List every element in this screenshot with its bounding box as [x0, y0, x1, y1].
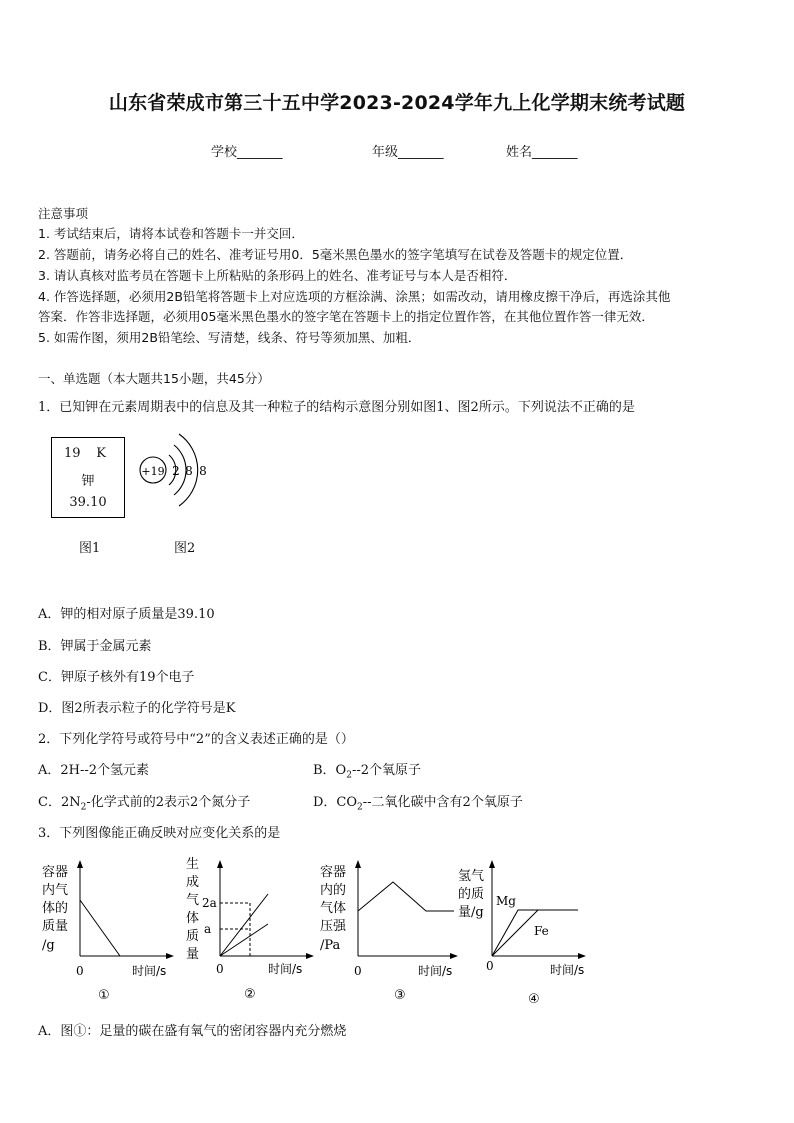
y-axis-label: 体: [186, 911, 200, 926]
question-1-stem: 1．已知钾在元素周期表中的信息及其一种粒子的结构示意图分别如图1、图2所示。下列说法不正确的是: [38, 400, 635, 415]
y-axis-label: 质: [186, 929, 200, 944]
y-axis-label: 量: [186, 947, 200, 962]
y-axis-label: /Pa: [320, 938, 341, 953]
y-axis-label: 气体: [320, 901, 347, 916]
notice-item: 答案．作答非选择题，必须用05毫米黑色墨水的签字笔在答题卡上的指定位置作答，在其他位置作答一律无效．: [38, 309, 654, 324]
tick-label-a: a: [204, 922, 212, 936]
option-c: C．钾原子核外有19个电子: [38, 670, 195, 685]
section-heading: 一、单选题（本大题共15小题，共45分）: [38, 371, 270, 386]
notice-item: 2. 答题前，请务必将自己的姓名、准考证号用0．5毫米黑色墨水的签字笔填写在试卷及答题卡的规定位置．: [38, 247, 633, 262]
data-line: [358, 882, 454, 911]
notice-item: 3. 请认真核对监考员在答题卡上所粘贴的条形码上的姓名、准考证号与本人是否相符．: [38, 268, 517, 283]
notice-heading: 注意事项: [38, 206, 89, 221]
option-d: D．图2所表示粒子的化学符号是K: [38, 701, 236, 716]
y-axis-label: 容器: [42, 865, 69, 880]
option-a: A．图①：足量的碳在盛有氧气的密闭容器内充分燃烧: [38, 1024, 347, 1039]
atom-structure-diagram: [136, 420, 226, 530]
mg-label: Mg: [496, 894, 516, 908]
notice-item: 5. 如需作图，须用2B铅笔绘、写清楚，线条、符号等须加黑、加粗．: [38, 330, 421, 345]
shell-electrons: 8: [199, 464, 207, 478]
y-axis-label: 内的: [320, 883, 347, 898]
y-axis-label: 容器: [320, 865, 347, 880]
origin-label: 0: [354, 964, 362, 978]
y-axis-label: 气: [186, 893, 200, 908]
graph-2: [180, 852, 320, 1008]
graph-3: [318, 858, 466, 1008]
page-title: 山东省荣成市第三十五中学2023-2024学年九上化学期末统考试题: [108, 92, 686, 114]
figure-1-label: 图1: [79, 541, 101, 556]
nucleus-charge: +19: [141, 465, 165, 478]
origin-label: 0: [486, 959, 494, 973]
name-field: 姓名_______: [506, 145, 578, 160]
x-axis-label: 时间/s: [418, 964, 453, 978]
option-b: B．$O_2--2$个氧原子: [313, 763, 422, 781]
graph-4: [456, 858, 596, 1008]
fe-label: Fe: [534, 924, 549, 938]
graph-1: [40, 858, 180, 1008]
option-d: D．$CO_2--$二氧化碳中含有2个氧原子: [313, 795, 523, 813]
notice-item: 1. 考试结束后，请将本试卷和答题卡一并交回．: [38, 226, 304, 241]
y-axis-label: 质量: [42, 919, 69, 934]
origin-label: 0: [76, 964, 84, 978]
figure-2-label: 图2: [174, 541, 196, 556]
tick-label-2a: 2a: [202, 896, 217, 910]
y-axis-label: 生: [186, 857, 200, 872]
origin-label: 0: [216, 962, 224, 976]
notice-item: 4. 作答选择题，必须用2B铅笔将答题卡上对应选项的方框涂满、涂黑；如需改动，请用橡皮擦干净后，再选涂其他: [38, 289, 671, 304]
question-3-stem: 3．下列图像能正确反映对应变化关系的是: [38, 826, 281, 841]
option-a: A．钾的相对原子质量是39.10: [38, 607, 215, 622]
school-field: 学校_______: [211, 145, 283, 160]
option-a: A．2H--2个氢元素: [38, 763, 150, 778]
atomic-number: 19: [64, 446, 81, 461]
graph-number: ③: [394, 988, 406, 1003]
y-axis-label: 内气: [42, 883, 69, 898]
graph-number: ④: [528, 992, 540, 1007]
x-axis-label: 时间/s: [132, 964, 167, 978]
y-axis-label: 压强: [320, 919, 347, 934]
option-c: C．$2N_2-$化学式前的2表示2个氮分子: [38, 795, 251, 813]
data-line: [80, 900, 120, 956]
y-axis-label: 体的: [42, 901, 69, 916]
element-symbol: K: [96, 446, 106, 461]
y-axis-label: /g: [42, 938, 55, 953]
y-axis-label: 成: [186, 875, 200, 890]
shell-electrons: 2: [172, 464, 180, 478]
element-name: 钾: [81, 474, 95, 489]
y-axis-label: 量/g: [458, 905, 484, 920]
graph-number: ①: [98, 988, 110, 1003]
atomic-mass: 39.10: [69, 495, 107, 510]
fe-line: [492, 910, 538, 956]
shell-electrons: 8: [185, 464, 193, 478]
x-axis-label: 时间/s: [268, 962, 303, 976]
option-b: B．钾属于金属元素: [38, 639, 152, 654]
y-axis-label: 氢气: [458, 869, 485, 884]
element-card: [51, 437, 125, 518]
question-2-stem: 2．下列化学符号或符号中“2”的含义表述正确的是（）: [38, 732, 354, 747]
grade-field: 年级_______: [372, 145, 444, 160]
x-axis-label: 时间/s: [550, 963, 585, 977]
graph-number: ②: [244, 987, 256, 1002]
y-axis-label: 的质: [458, 887, 485, 902]
